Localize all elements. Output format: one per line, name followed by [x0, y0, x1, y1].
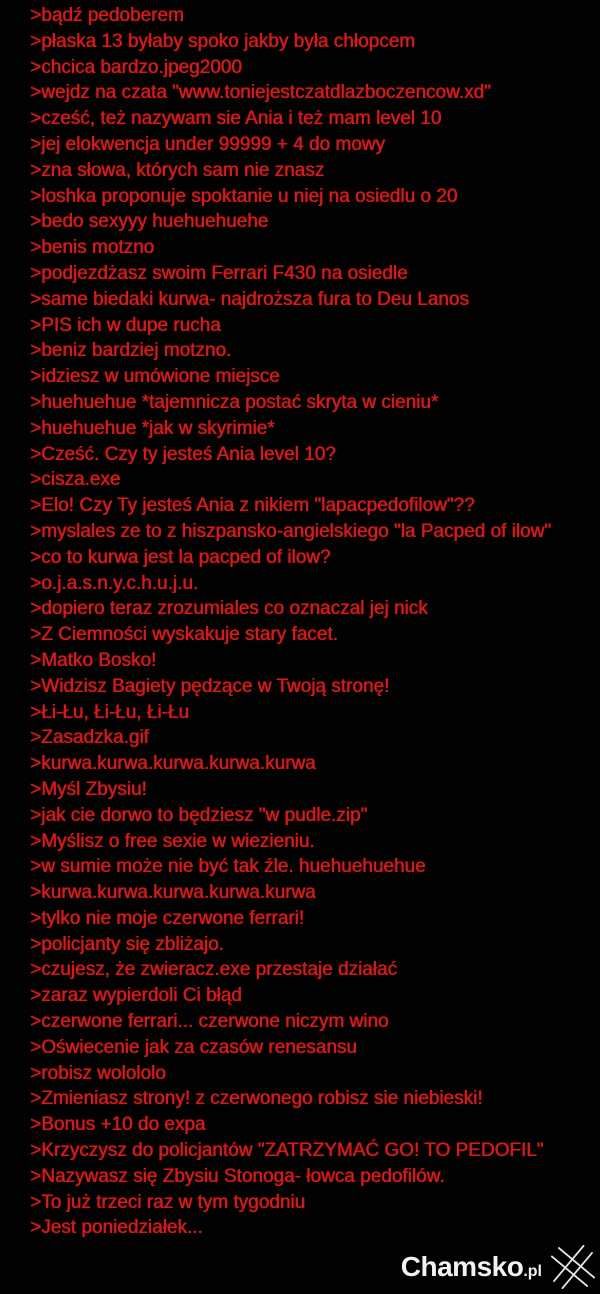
tilted-hash-icon: [548, 1242, 598, 1292]
greentext-line: >Myślisz o free sexie w wiezieniu.: [30, 830, 315, 852]
greentext-line: >bądź pedoberem: [30, 5, 184, 26]
greentext-line: >same biedaki kurwa- najdroższa fura to Deu Lanos: [30, 288, 469, 310]
greentext-line: >beniz bardziej motzno.: [30, 340, 232, 362]
greentext-line: >Zasadzka.gif: [30, 727, 149, 749]
greentext-line: >Cześć. Czy ty jesteś Ania level 10?: [30, 443, 336, 465]
greentext-line: >jej elokwencja under 99999 + 4 do mowy: [30, 133, 385, 155]
greentext-line: >w sumie może nie być tak źle. huehuehuehue: [30, 856, 426, 878]
footer-watermark: [0, 1240, 600, 1294]
greentext-line: >Elo! Czy Ty jesteś Ania z nikiem "lapacpedofilow"??: [30, 495, 475, 517]
greentext-line: >Z Ciemności wyskakuje stary facet.: [30, 624, 338, 646]
greentext-line: >Łi-Łu, Łi-Łu, Łi-Łu: [30, 701, 189, 723]
greentext-line: >o.j.a.s.n.y.c.h.u.j.u.: [30, 572, 199, 594]
greentext-line: >kurwa.kurwa.kurwa.kurwa.kurwa: [30, 882, 316, 904]
greentext-line: >Oświecenie jak za czasów renesansu: [30, 1036, 357, 1058]
greentext-line: >myslales ze to z hiszpansko-angielskiego "la Pacped of ilow": [30, 520, 551, 542]
greentext-line: >robisz wolololo: [30, 1062, 166, 1084]
greentext-line: >huehuehue *jak w skyrimie*: [30, 417, 275, 439]
greentext-line: >Zmieniasz strony! z czerwonego robisz sie niebieski!: [30, 1088, 483, 1110]
greentext-line: >tylko nie moje czerwone ferrari!: [30, 907, 305, 929]
greentext-line: >zaraz wypierdoli Ci błąd: [30, 985, 242, 1007]
greentext-line: >PIS ich w dupe rucha: [30, 314, 221, 336]
greentext-line: >czujesz, że zwieracz.exe przestaje działać: [30, 959, 397, 981]
greentext-line: >Bonus +10 do expa: [30, 1114, 206, 1136]
greentext-line: >Nazywasz się Zbysiu Stonoga- łowca pedofilów.: [30, 1165, 445, 1187]
greentext-body: [30, 3, 598, 1241]
greentext-line: >huehuehue *tajemnicza postać skryta w cieniu*: [30, 391, 439, 413]
greentext-line: >wejdz na czata "www.toniejestczatdlazboczencow.xd": [30, 82, 491, 104]
greentext-line: >Krzyczysz do policjantów "ZATRZYMAĆ GO! TO PEDOFIL": [30, 1140, 544, 1162]
greentext-line: >Widzisz Bagiety pędzące w Twoją stronę!: [30, 675, 390, 697]
brand-name: Chamsko: [400, 1251, 524, 1282]
greentext-line: >idziesz w umówione miejsce: [30, 366, 280, 388]
brand-logo: [401, 1253, 542, 1281]
greentext-line: >co to kurwa jest la pacped of ilow?: [30, 546, 331, 568]
greentext-line: >cisza.exe: [30, 469, 121, 491]
greentext-line: >płaska 13 byłaby spoko jakby była chłopcem: [30, 30, 415, 52]
greentext-line: >bedo sexyyy huehuehuehe: [30, 211, 269, 233]
greentext-line: >kurwa.kurwa.kurwa.kurwa.kurwa: [30, 753, 316, 775]
greentext-line: >loshka proponuje spoktanie u niej na osiedlu o 20: [30, 185, 458, 207]
greentext-line: >benis motzno: [30, 237, 155, 259]
greentext-line: >To już trzeci raz w tym tygodniu: [30, 1191, 306, 1213]
greentext-line: >zna słowa, których sam nie znasz: [30, 159, 325, 181]
greentext-line: >dopiero teraz zrozumiales co oznaczal jej nick: [30, 598, 428, 620]
greentext-line: >cześć, też nazywam sie Ania i też mam level 10: [30, 108, 442, 130]
greentext-line: >policjanty się zbliżajo.: [30, 933, 224, 955]
greentext-line: >czerwone ferrari... czerwone niczym wino: [30, 1011, 389, 1033]
greentext-line: >Myśl Zbysiu!: [30, 778, 147, 800]
greentext-line: >Matko Bosko!: [30, 649, 157, 671]
greentext-line: >Jest poniedziałek...: [30, 1217, 203, 1239]
greentext-line: >jak cie dorwo to będziesz "w pudle.zip": [30, 804, 368, 826]
brand-tld: .pl: [523, 1263, 542, 1280]
greentext-line: >chcica bardzo.jpeg2000: [30, 56, 242, 78]
greentext-line: >podjezdżasz swoim Ferrari F430 na osiedle: [30, 262, 408, 284]
